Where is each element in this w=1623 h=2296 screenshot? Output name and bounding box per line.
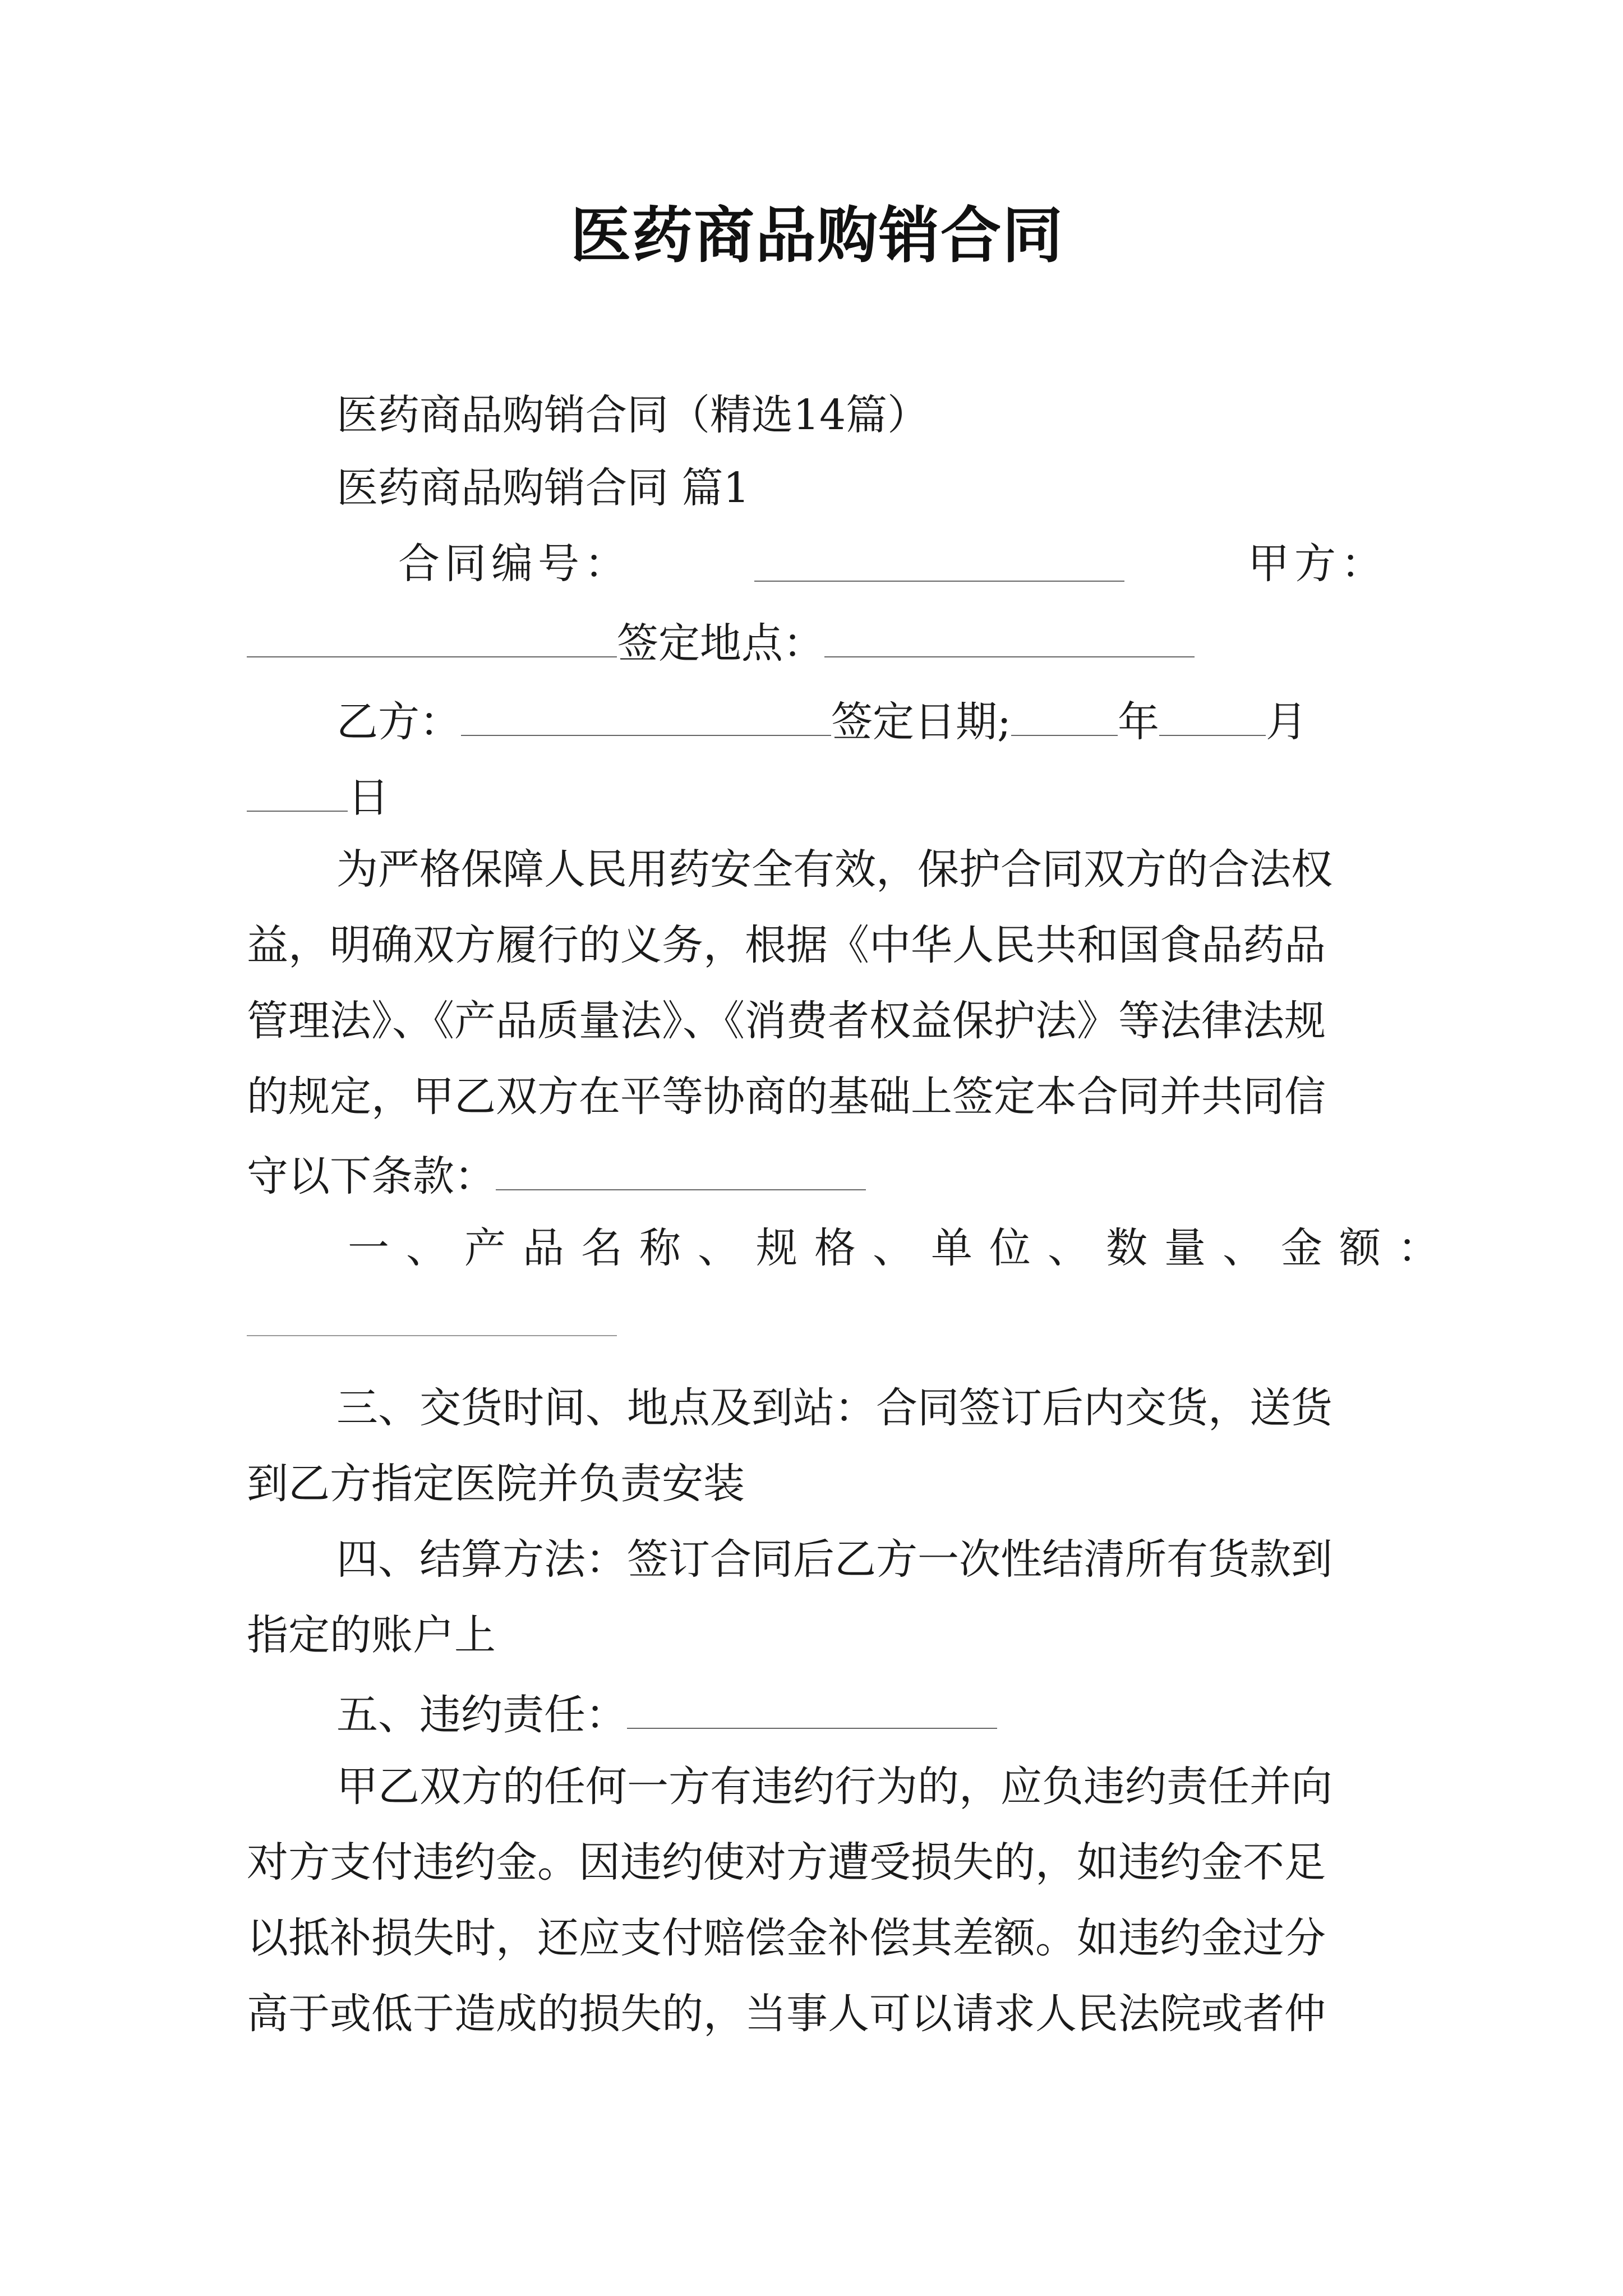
preamble-line: 守以下条款： [247,1152,496,1200]
clause-3-line: 三、交货时间、地点及到站：合同签订后内交货，送货 [336,1384,1332,1432]
month-blank[interactable] [1159,690,1266,736]
preamble-line: 的规定，甲乙双方在平等协商的基础上签定本合同并共同信 [247,1073,1326,1121]
preamble-line: 益，明确双方履行的义务，根据《中华人民共和国食品药品 [247,921,1326,969]
contract-number-label: 合同编号： [398,540,631,588]
clause-5-blank[interactable] [627,1683,997,1729]
subtitle: 医药商品购销合同（精选14篇） [336,391,929,439]
sign-place-blank[interactable] [824,611,1195,657]
sign-place-label: 签定地点： [617,619,824,668]
page-title: 医药商品购销合同 [570,200,1064,271]
year-label: 年 [1117,698,1159,746]
clause-1-blank-row [247,1290,1387,1350]
contract-number-row [247,536,1387,592]
terms-blank[interactable] [496,1144,866,1190]
sign-place-row [247,611,1387,671]
party-b-row [247,690,1477,750]
liability-line: 高于或低于造成的损失的，当事人可以请求人民法院或者仲 [247,1990,1326,2038]
day-blank[interactable] [247,766,348,812]
clause-4-line: 四、结算方法：签订合同后乙方一次性结清所有货款到 [336,1535,1332,1584]
liability-line: 对方支付违约金。因违约使对方遭受损失的，如违约金不足 [247,1838,1326,1887]
section-heading: 医药商品购销合同 篇1 [336,464,750,512]
party-b-blank[interactable] [461,690,831,736]
contract-number-blank[interactable] [754,536,1124,582]
liability-line: 以抵补损失时，还应支付赔偿金补偿其差额。如违约金过分 [247,1914,1326,1962]
party-a-blank[interactable] [247,611,617,657]
sign-date-label: 签定日期; [831,698,1011,746]
preamble-line: 为严格保障人民用药安全有效，保护合同双方的合法权 [336,845,1332,894]
clause-1-blank[interactable] [247,1290,617,1336]
clause-1 [247,1220,1456,1276]
preamble-line: 管理法》、《产品质量法》、《消费者权益保护法》等法律法规 [247,997,1326,1045]
party-b-label: 乙方： [336,698,461,746]
clause-3-line: 到乙方指定医院并负责安装 [247,1460,745,1508]
clause-4-line: 指定的账户上 [247,1611,496,1659]
year-blank[interactable] [1011,690,1118,736]
clause-1-text: 一、产品名称、规格、单位、数量、金额： [348,1224,1456,1272]
day-label: 日 [348,774,389,822]
month-label: 月 [1265,698,1307,746]
clause-5-label: 五、违约责任： [336,1691,627,1739]
liability-line: 甲乙双方的任何一方有违约行为的，应负违约责任并向 [336,1763,1332,1811]
preamble-last-line [247,1144,1387,1204]
party-a-label: 甲方： [1248,540,1387,588]
day-row [247,766,1387,826]
clause-5-row [247,1683,1477,1743]
